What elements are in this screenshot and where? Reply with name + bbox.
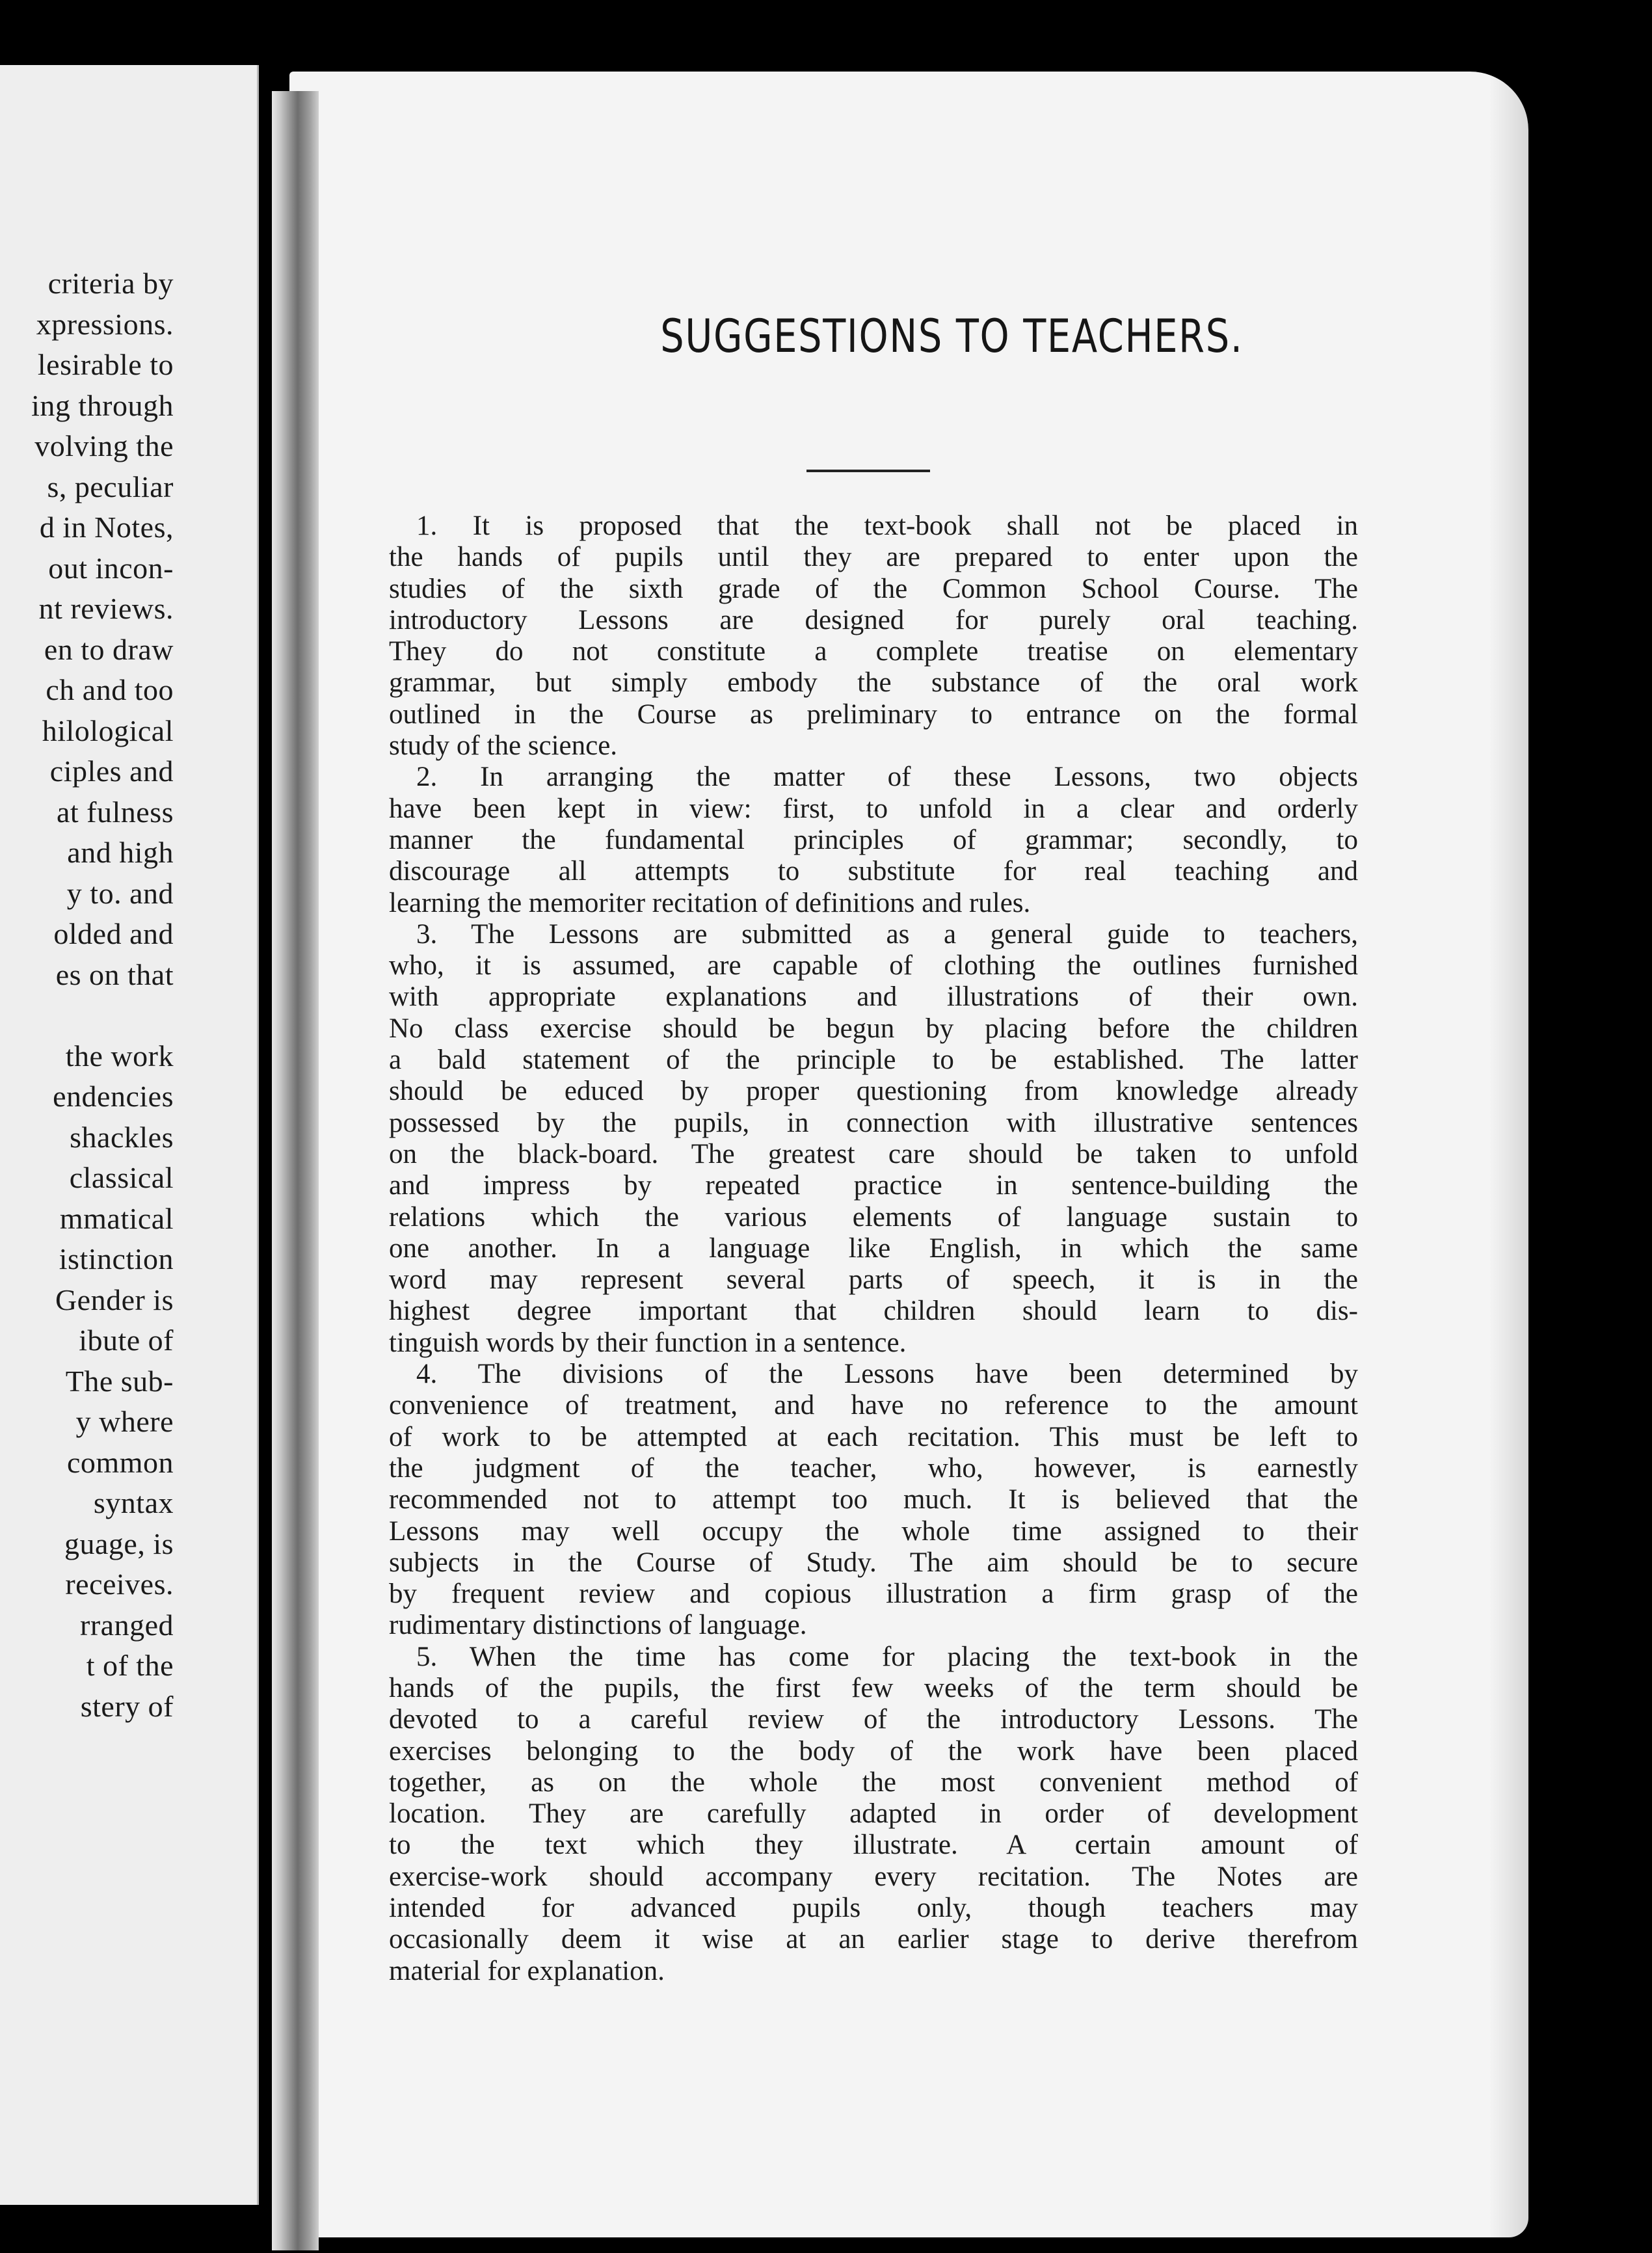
body-line: together, as on the whole the most convenient method of xyxy=(389,1766,1358,1798)
body-line: subjects in the Course of Study. The aim should be to secure xyxy=(389,1547,1358,1578)
body-line: highest degree important that children should learn to dis- xyxy=(389,1296,1358,1327)
body-line: manner the fundamental principles of grammar; secondly, to xyxy=(389,824,1358,855)
left-line: y where xyxy=(75,1405,174,1438)
body-line: who, it is assumed, are capable of clothing the outlines furnished xyxy=(389,950,1358,981)
body-line: hands of the pupils, the first few weeks of the term should be xyxy=(389,1672,1358,1703)
left-line: nt reviews. xyxy=(38,592,174,625)
body-line: 3. The Lessons are submitted as a general guide to teachers, xyxy=(416,918,1358,950)
left-line: syntax xyxy=(93,1486,174,1519)
body-line: material for explanation. xyxy=(389,1955,665,1986)
body-line: to the text which they illustrate. A certain amount of xyxy=(389,1830,1358,1861)
left-line: and high xyxy=(67,836,174,869)
body-line: by frequent review and copious illustration a firm grasp of the xyxy=(389,1579,1358,1610)
left-facing-page xyxy=(0,65,259,2205)
body-line: on the black-board. The greatest care should be taken to unfold xyxy=(389,1138,1358,1169)
body-line: devoted to a careful review of the introductory Lessons. The xyxy=(389,1704,1358,1735)
left-line: rranged xyxy=(80,1608,174,1642)
left-line: en to draw xyxy=(44,632,174,666)
right-page xyxy=(289,72,1528,2237)
body-line: location. They are carefully adapted in order of development xyxy=(389,1798,1358,1830)
body-line: of work to be attempted at each recitation. This must be left to xyxy=(389,1421,1358,1452)
left-line: s, peculiar xyxy=(47,470,174,503)
body-line: They do not constitute a complete treatise on elementary xyxy=(389,636,1358,667)
body-line: exercise-work should accompany every recitation. The Notes are xyxy=(389,1861,1358,1892)
body-line: Lessons may well occupy the whole time assigned to their xyxy=(389,1515,1358,1547)
left-line: y to. and xyxy=(66,876,174,910)
left-line: common xyxy=(67,1445,174,1479)
body-line: word may represent several parts of speech, it is in the xyxy=(389,1264,1358,1296)
left-line: stery of xyxy=(80,1689,174,1723)
body-line: study of the science. xyxy=(389,730,618,762)
binding-gutter xyxy=(272,91,319,2250)
page-title: SUGGESTIONS TO TEACHERS. xyxy=(660,310,1244,363)
body-line: discourage all attempts to substitute for real teaching and xyxy=(389,856,1358,887)
left-line: shackles xyxy=(70,1120,174,1154)
left-line: hilological xyxy=(42,713,174,747)
body-line: should be educed by proper questioning from knowledge already xyxy=(389,1076,1358,1107)
left-line: istinction xyxy=(59,1242,174,1275)
left-line: the work xyxy=(65,1039,174,1073)
body-line: tinguish words by their function in a sentence. xyxy=(389,1327,907,1358)
left-line: guage, is xyxy=(64,1526,174,1560)
left-line: The sub- xyxy=(65,1364,174,1398)
left-line: ch and too xyxy=(46,673,174,706)
body-line: possessed by the pupils, in connection with illustrative sentences xyxy=(389,1107,1358,1138)
left-line: receives. xyxy=(65,1567,174,1601)
left-line: xpressions. xyxy=(36,307,174,341)
left-line: at fulness xyxy=(56,795,174,829)
body-line: studies of the sixth grade of the Common School Course. The xyxy=(389,573,1358,604)
left-line: ciples and xyxy=(49,754,174,788)
left-line: criteria by xyxy=(47,267,174,300)
body-line: 1. It is proposed that the text-book shall not be placed in xyxy=(416,511,1358,541)
left-line: lesirable to xyxy=(37,348,174,381)
body-line: recommended not to attempt too much. It is believed that the xyxy=(389,1484,1358,1515)
left-line: out incon- xyxy=(48,551,174,585)
body-line: 5. When the time has come for placing the text-book in the xyxy=(416,1641,1358,1672)
body-line: 2. In arranging the matter of these Lessons, two objects xyxy=(416,762,1358,793)
left-line: t of the xyxy=(86,1649,174,1682)
body-line: the hands of pupils until they are prepared to enter upon the xyxy=(389,542,1358,573)
left-line: Gender is xyxy=(55,1283,174,1316)
page-edge-shadow xyxy=(1489,72,1528,2237)
body-line: rudimentary distinctions of language. xyxy=(389,1610,807,1641)
body-line: a bald statement of the principle to be established. The latter xyxy=(389,1045,1358,1076)
left-line: olded and xyxy=(53,917,174,950)
left-line: es on that xyxy=(55,957,174,991)
body-line: outlined in the Course as preliminary to entrance on the formal xyxy=(389,699,1358,730)
left-line: classical xyxy=(69,1161,174,1194)
body-line: have been kept in view: first, to unfold in a clear and orderly xyxy=(389,793,1358,824)
body-line: intended for advanced pupils only, though teachers may xyxy=(389,1893,1358,1924)
left-line-gap xyxy=(0,995,257,1036)
body-line: occasionally deem it wise at an earlier stage to derive therefrom xyxy=(389,1924,1358,1955)
left-line: d in Notes, xyxy=(39,511,174,544)
body-line: grammar, but simply embody the substance of the oral work xyxy=(389,667,1358,699)
left-line: ing through xyxy=(31,388,174,422)
body-line: with appropriate explanations and illustrations of their own. xyxy=(389,981,1358,1013)
body-line: introductory Lessons are designed for purely oral teaching. xyxy=(389,604,1358,635)
body-line: relations which the various elements of language sustain to xyxy=(389,1201,1358,1233)
body-text xyxy=(389,511,1358,1987)
body-line: learning the memoriter recitation of definitions and rules. xyxy=(389,887,1031,918)
body-line: and impress by repeated practice in sentence-building the xyxy=(389,1170,1358,1201)
body-line: convenience of treatment, and have no reference to the amount xyxy=(389,1390,1358,1421)
left-page-text xyxy=(0,263,257,1727)
left-line: endencies xyxy=(53,1080,174,1113)
body-line: 4. The divisions of the Lessons have been determined by xyxy=(416,1359,1358,1390)
body-line: No class exercise should be begun by placing before the children xyxy=(389,1013,1358,1044)
body-line: one another. In a language like English, in which the same xyxy=(389,1233,1358,1264)
title-rule xyxy=(806,470,930,472)
left-line: mmatical xyxy=(59,1201,174,1235)
left-line: ibute of xyxy=(79,1324,174,1357)
body-line: the judgment of the teacher, who, however, is earnestly xyxy=(389,1452,1358,1484)
body-line: exercises belonging to the body of the work have been placed xyxy=(389,1735,1358,1766)
left-line: volving the xyxy=(34,429,174,462)
